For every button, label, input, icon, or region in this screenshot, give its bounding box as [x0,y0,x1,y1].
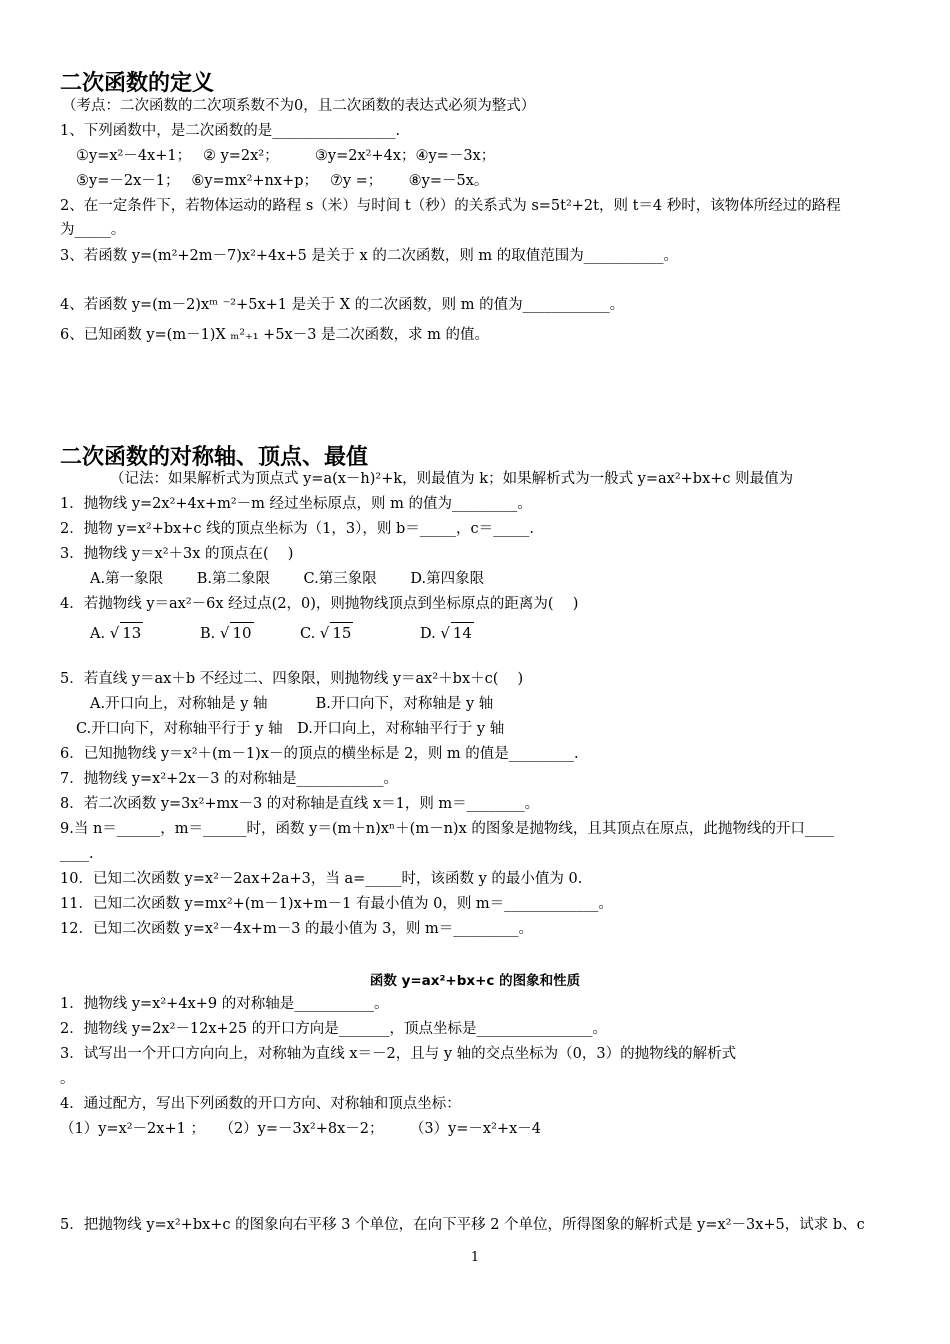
section-title-definition: 二次函数的定义 [60,71,215,96]
question-text: 4、若函数 y=(m－2)xᵐ ⁻²+5x+1 是关于 X 的二次函数，则 m 的值为____________。 [60,297,625,313]
sqrt-expression: √ 14 [440,624,472,642]
option-d: D. √ 14 [420,624,472,642]
question-text: 3、若函数 y=(m²+2m－7)x²+4x+5 是关于 x 的二次函数，则 m 的取值范围为___________。 [60,248,679,264]
question-text: 1、下列函数中，是二次函数的是_________________. [60,123,401,139]
question-text: 2、在一定条件下，若物体运动的路程 s（米）与时间 t（秒）的关系式为 s=5t²+2t，则 t＝4 秒时，该物体所经过的路程 [60,198,841,214]
question-text: 4．若抛物线 y＝ax²－6x 经过点(2，0)，则抛物线顶点到坐标原点的距离为( ) [60,596,579,612]
question-text: 7．抛物线 y=x²+2x－3 的对称轴是____________。 [60,771,399,787]
question-text: 。 [60,1071,75,1087]
question-text: 2．抛物线 y=2x²－12x+25 的开口方向是_______，顶点坐标是________________。 [60,1021,607,1037]
question-text: 3．试写出一个开口方向向上，对称轴为直线 x＝－2，且与 y 轴的交点坐标为（0，3）的抛物线的解析式 [60,1046,737,1062]
option-c: C. √ 15 [300,624,352,642]
sqrt-expression: √ 15 [319,624,352,642]
question-options: A.开口向上，对称轴是 y 轴 B.开口向下，对称轴是 y 轴 [90,696,494,712]
question-text: 8．若二次函数 y=3x²+mx－3 的对称轴是直线 x＝1，则 m＝________。 [60,796,540,812]
question-text: 5．若直线 y＝ax＋b 不经过二、四象限，则抛物线 y＝ax²＋bx＋c( ) [60,671,524,687]
question-text: 4．通过配方，写出下列函数的开口方向、对称轴和顶点坐标： [60,1096,461,1112]
question-text: 3．抛物线 y＝x²＋3x 的顶点在( ) [60,546,294,562]
question-items: （1）y=x²－2x+1 ； （2）y=－3x²+8x－2； （3）y=－x²+x－4 [60,1121,541,1137]
question-text: 10．已知二次函数 y=x²－2ax+2a+3，当 a=_____时，该函数 y 的最小值为 0. [60,871,583,887]
question-text: 5．把抛物线 y=x²+bx+c 的图象向右平移 3 个单位，在向下平移 2 个单位，所得图象的解析式是 y=x²－3x+5，试求 b、c [60,1217,865,1233]
question-text: 6．已知抛物线 y＝x²＋(m－1)x－的顶点的横坐标是 2，则 m 的值是_________. [60,746,579,762]
page-number: 1 [470,1250,480,1265]
option-b: B. √ 10 [200,624,252,642]
section-note: （记法：如果解析式为顶点式 y=a(x－h)²+k，则最值为 k；如果解析式为一般式 y=ax²+bx+c 则最值为 [110,471,794,487]
sqrt-expression: √ 10 [219,624,252,642]
option-a: A. √ 13 [90,624,142,642]
question-text: 1．抛物线 y=2x²+4x+m²－m 经过坐标原点，则 m 的值为_________。 [60,496,532,512]
question-text: 2．抛物 y=x²+bx+c 线的顶点坐标为（1，3），则 b＝_____，c＝_____. [60,521,534,537]
question-text: 11．已知二次函数 y=mx²+(m－1)x+m－1 有最小值为 0，则 m＝_____________。 [60,896,613,912]
section-title-graph-properties: 函数 y=ax²+bx+c 的图象和性质 [369,973,581,989]
question-text: ____. [60,846,94,862]
question-text: 12．已知二次函数 y=x²－4x+m－3 的最小值为 3，则 m＝_________。 [60,921,533,937]
question-text: 为_____。 [60,222,126,238]
section-title-axis-vertex: 二次函数的对称轴、顶点、最值 [60,445,369,470]
question-text: 9.当 n＝______，m＝______时，函数 y＝(m＋n)xⁿ＋(m－n)x 的图象是抛物线，且其顶点在原点，此抛物线的开口____ [60,821,834,837]
question-text: 6、已知函数 y=(m－1)X ₘ²₊₁ +5x－3 是二次函数，求 m 的值。 [60,327,490,343]
question-options: A.第一象限 B.第二象限 C.第三象限 D.第四象限 [90,571,485,587]
section-note: （考点：二次函数的二次项系数不为0，且二次函数的表达式必须为整式） [62,98,536,114]
question-text: 1．抛物线 y=x²+4x+9 的对称轴是___________。 [60,996,389,1012]
question-options: C.开口向下，对称轴平行于 y 轴 D.开口向上，对称轴平行于 y 轴 [76,721,505,737]
question-options: ⑤y=－2x－1； ⑥y=mx²+nx+p； ⑦y =； ⑧y=－5x。 [76,173,489,189]
sqrt-expression: √ 13 [109,624,142,642]
question-options: ①y=x²－4x+1； ② y=2x²； ③y=2x²+4x；④y=－3x； [76,148,496,164]
